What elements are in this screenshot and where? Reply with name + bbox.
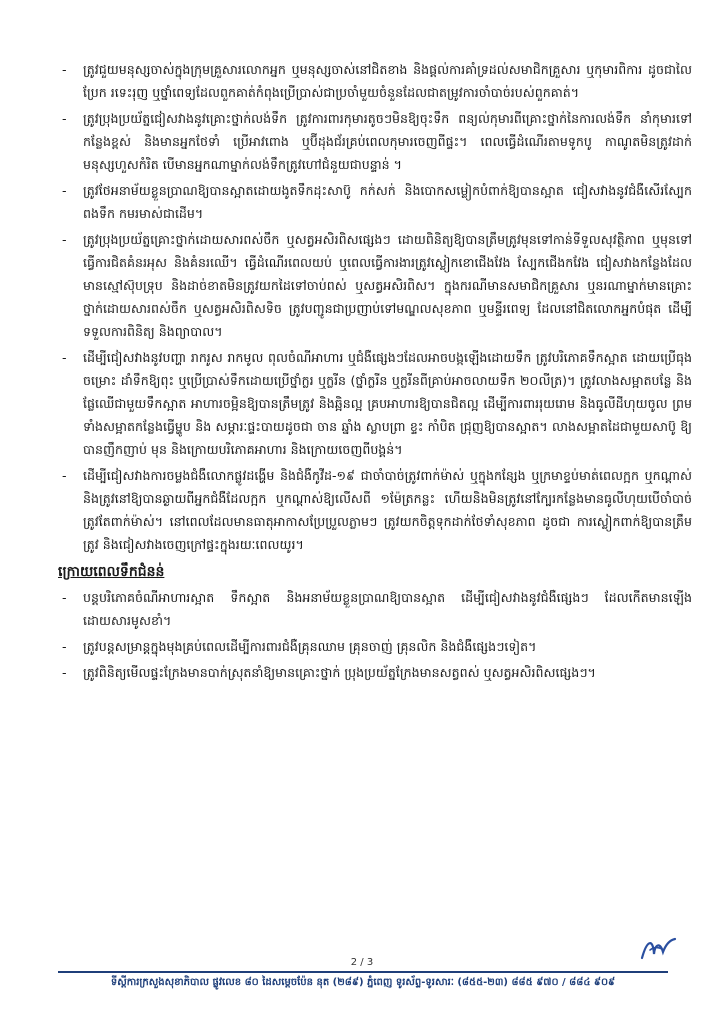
bullet-dash: - xyxy=(62,183,67,198)
section-heading-after-flood: ក្រោយពេលទឹកជំនន់ xyxy=(58,564,165,580)
list-item-text: ត្រូវពិនិត្យមើលផ្ទះក្រែងមានបាក់ស្រុតនាំឱ្យមានគ្រោះថ្នាក់ ប្រុងប្រយ័ត្នក្រែងមានសត្វពស់ ឬសត្វអសិរពិសផ្សេងៗ។ xyxy=(83,665,596,680)
list-item xyxy=(62,464,692,556)
list-item-text: ត្រូវជួយមនុស្សចាស់ក្នុងក្រុមគ្រួសារលោកអ្នក ឬមនុស្សចាស់នៅជិតខាង និងផ្តល់ការគាំទ្រដល់សមាជិកគ្រួសារ ឬកុមារពិការ ដូចជាលៃប្រែក រទេះរុញ ឬថ្នាំពេទ្យដែលពួកគាត់កំពុងប្រើប្រាស់ជាប្រចាំមួយចំនួនដែលជាតម្រូវការចាំបាច់របស់ពួកគាត់។ xyxy=(83,62,692,100)
bullet-dash: - xyxy=(62,665,67,680)
list-item-text: ត្រូវថែអនាម័យខ្លួនប្រាណឱ្យបានស្អាតដោយងូតទឹកដុះសាប៊ូ កក់សក់ និងបោកសម្លៀកបំពាក់ឱ្យបានស្អាត ជៀសវាងនូវជំងឺសើរស្បែក ពងទឹក កមរមាស់ជាដើម។ xyxy=(83,183,692,221)
list-item xyxy=(62,107,692,176)
page-number: 2 / 3 xyxy=(350,957,374,968)
after-flood-list xyxy=(62,586,692,684)
list-item-text: ត្រូវប្រុងប្រយ័ត្នគ្រោះថ្នាក់ដោយសារពស់ចឹក ឬសត្វអសិរពិសផ្សេងៗ ដោយពិនិត្យឱ្យបានត្រឹមត្រូវមុនទៅកាន់ទីទួលសុវត្ថិភាព ឬមុនទៅធ្វើការជិតគំនរអុស និងគំនរឈើ។ ធ្វើដំណើរពេលយប់ ឬពេលធ្វើការងារត្រូវស្លៀកខោជើងវែង ស្បែកជើងកវែង ជៀសវាងកន្លែងដែលមានស្មៅស៊ុបទ្រុប និងដាច់ខាតមិនត្រូវយកដៃទៅចាប់ពស់ ឬសត្វអសិរពិស។ ក្នុងករណីមានសមាជិកគ្រួសារ ឬនរណាម្នាក់មានគ្រោះថ្នាក់ដោយសារពស់ចឹក ឬសត្វអសិរពិសទិច ត្រូវបញ្ជូនជាប្រញាប់ទៅមណ្ឌលសុខភាព ឬមន្ទីរពេទ្យ ដែលនៅជិតលោកអ្នកបំផុត ដើម្បីទទួលការពិនិត្យ និងព្យាបាល។ xyxy=(83,232,692,339)
list-item-text: ត្រូវប្រុងប្រយ័ត្នជៀសវាងនូវគ្រោះថ្នាក់លង់ទឹក ត្រូវការពារកុមារតូចៗមិនឱ្យចុះទឹក ពន្យល់កុមារពីគ្រោះថ្នាក់នៃការលង់ទឹក នាំកុមារទៅកន្លែងខ្ពស់ និងមានអ្នកថែទាំ ប្រើអាវពោង ឬប៊ីដុងជ័រគ្រប់ពេលកុមារចេញពីផ្ទះ។ ពេលធ្វើដំណើរតាមទូកបូ កាណូតមិនត្រូវដាក់មនុស្សហួសកំរិត បើមានអ្នកណាម្នាក់លង់ទឹកត្រូវហៅជំនួយជាបន្ទាន់ ។ xyxy=(83,111,692,172)
footer-divider xyxy=(58,971,668,973)
list-item xyxy=(62,58,692,104)
list-item xyxy=(62,346,692,461)
list-item xyxy=(62,661,692,684)
bullet-dash: - xyxy=(62,62,67,77)
list-item xyxy=(62,635,692,658)
footer-address: ទីស្តីការក្រសួងសុខាភិបាល ផ្លូវលេខ ៨០ ដៃសម្តេចប៉ែន នុត (២៨៩) ភ្នំពេញ ទូរស័ព្ទ-ទូរសារៈ (៨៥៥-២៣) ៨៨៥ ៩៧០ / ៨៨៤ ៩០៩ xyxy=(110,977,616,988)
bullet-dash: - xyxy=(62,111,67,126)
list-item-text: បន្តបរិភោគចំណីអាហារស្អាត ទឹកស្អាត និងអនាម័យខ្លួនប្រាណឱ្យបានស្អាត ដើម្បីជៀសវាងនូវជំងឺផ្សេងៗ ដែលកើតមានឡើងដោយសារមូសខាំ។ xyxy=(83,590,692,628)
list-item xyxy=(62,228,692,343)
bullet-dash: - xyxy=(62,639,67,654)
list-item xyxy=(62,179,692,225)
bullet-dash: - xyxy=(62,468,67,483)
list-item-text: ដើម្បីជៀសវាងការចម្លងជំងឺលោកផ្លូវដង្ហើម និងជំងឺកូវីដ-១៩ ជាចាំបាច់ត្រូវពាក់ម៉ាស់ ឬក្នុងកន្សែង ឬក្រមាខ្ទប់មាត់ពេលក្អក ឬកណ្តាស់ និងត្រូវនៅឱ្យបានឆ្ងាយពីអ្នកជំងឺដែលក្អក ឬកណ្តាស់ឱ្យលើសពី ១ម៉ែត្រកន្លះ ហើយនិងមិនត្រូវនៅក្បែរកន្លែងមានធូលីហុយបើចាំបាច់ត្រូវតែពាក់ម៉ាស់។ នៅពេលដែលមានធាតុអាកាសប្រែប្រួលភ្លាមៗ ត្រូវយកចិត្តទុកដាក់ថែទាំសុខភាព ដូចជា ការស្លៀកពាក់ឱ្យបានត្រឹមត្រូវ និងជៀសវាងចេញក្រៅផ្ទះក្នុងរយៈពេលយូរ។ xyxy=(83,468,692,552)
list-item-text: ដើម្បីជៀសវាងនូវបញ្ហា រាករូស រាកមូល ពុលចំណីអាហារ ឬជំងឺផ្សេងៗដែលអាចបង្កឡើងដោយទឹក ត្រូវបរិភោគទឹកស្អាត ដោយប្រើធុងចម្រោះ ដាំទឹកឱ្យពុះ ឬប្រើប្រាស់ទឹកដោយប្រើថ្នាំក្លរ ឬក្លរីន (ថ្នាំក្លរីន ឬក្លរីនពីគ្រាប់អាចលាយទឹក ២០លីត្រ)។ ត្រូវលាងសម្អាតបន្លែ និងផ្លែឈើជាមួយទឹកស្អាត អាហារចម្អិនឱ្យបានត្រឹមត្រូវ និងឆ្អិនល្អ គ្របអាហារឱ្យបានជិតល្អ ដើម្បីការពាររុយរោម និងធូលីដីហុយចូល ព្រមទាំងសម្អាតកន្លែងធ្វើម្ហូប និង សម្ភារៈផ្ទះបាយដូចជា ចាន ឆ្នាំង ស្លាបព្រា ខ្ទះ កាំបិត ជ្រុញឱ្យបានស្អាត។ លាងសម្អាតដៃជាមួយសាប៊ូ ឱ្យបានញឹកញាប់ មុន និងក្រោយបរិភោគអាហារ និងក្រោយចេញពីបង្គន់។ xyxy=(83,350,692,457)
list-item xyxy=(62,586,692,632)
bullet-dash: - xyxy=(62,590,67,605)
list-item-text: ត្រូវបន្តសម្រាន្តក្នុងមុងគ្រប់ពេលដើម្បីការពារជំងឺគ្រុនឈាម គ្រុនចាញ់ គ្រុនលិក និងជំងឺផ្សេងៗទៀត។ xyxy=(83,639,537,654)
before-flood-list xyxy=(62,58,692,556)
bullet-dash: - xyxy=(62,350,67,365)
document-body xyxy=(58,58,692,687)
bullet-dash: - xyxy=(62,232,67,247)
